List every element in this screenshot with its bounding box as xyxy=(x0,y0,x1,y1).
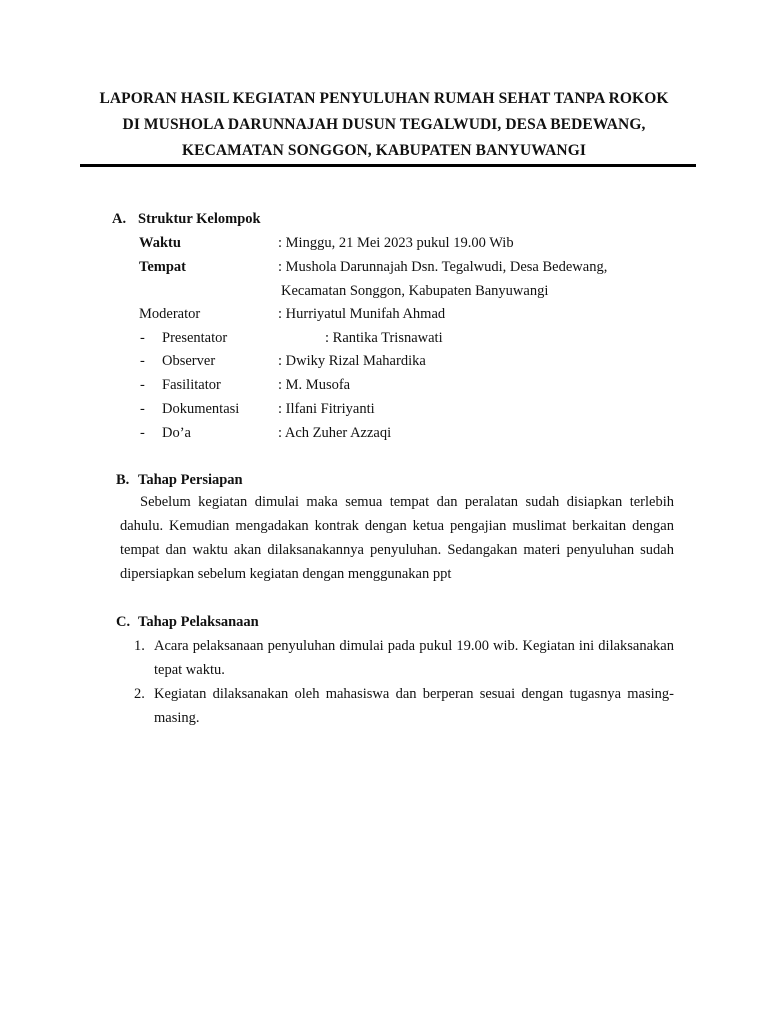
doa-value: : Ach Zuher Azzaqi xyxy=(278,425,392,441)
list-item xyxy=(134,682,674,730)
title-line-3: KECAMATAN SONGGON, KABUPATEN BANYUWANGI xyxy=(181,142,587,159)
presentator-label: Presentator xyxy=(162,330,228,346)
tempat-value-line2: Kecamatan Songgon, Kabupaten Banyuwangi xyxy=(281,283,549,299)
fasilitator-label: Fasilitator xyxy=(162,377,221,393)
list-item-text: Kegiatan dilaksanakan oleh mahasiswa dan berperan sesuai dengan tugasnya masing-masing. xyxy=(154,686,674,726)
report-title xyxy=(0,86,768,164)
fasilitator-value: : M. Musofa xyxy=(278,377,351,393)
waktu-label: Waktu xyxy=(139,235,181,251)
title-line-1: LAPORAN HASIL KEGIATAN PENYULUHAN RUMAH SEHAT TANPA ROKOK xyxy=(99,90,669,107)
title-line-2: DI MUSHOLA DARUNNAJAH DUSUN TEGALWUDI, DESA BEDEWANG, xyxy=(122,116,646,133)
section-a-title: Struktur Kelompok xyxy=(138,211,261,227)
tempat-label: Tempat xyxy=(139,259,186,275)
section-b-letter: B. xyxy=(116,472,130,488)
list-item-number: 2. xyxy=(134,686,145,702)
section-c-heading xyxy=(116,612,259,632)
observer-label: Observer xyxy=(162,353,216,369)
presentator-value: : Rantika Trisnawati xyxy=(325,330,443,346)
list-item-text: Acara pelaksanaan penyuluhan dimulai pada pukul 19.00 wib. Kegiatan ini dilaksanakan tepat waktu. xyxy=(154,638,674,678)
section-a-heading xyxy=(112,209,261,229)
dokumentasi-label: Dokumentasi xyxy=(162,401,240,417)
waktu-value: : Minggu, 21 Mei 2023 pukul 19.00 Wib xyxy=(278,235,514,251)
doa-label: Do’a xyxy=(162,425,191,441)
title-divider xyxy=(80,164,696,167)
moderator-label: Moderator xyxy=(139,306,201,322)
observer-value: : Dwiky Rizal Mahardika xyxy=(278,353,426,369)
doa-dash: - xyxy=(140,425,145,441)
dokumentasi-dash: - xyxy=(140,401,145,417)
fasilitator-dash: - xyxy=(140,377,145,393)
observer-dash: - xyxy=(140,353,145,369)
list-item xyxy=(134,634,674,682)
presentator-dash: - xyxy=(140,330,145,346)
tempat-value: : Mushola Darunnajah Dsn. Tegalwudi, Desa Bedewang, xyxy=(278,259,608,275)
section-b-heading xyxy=(116,470,243,490)
section-c-title: Tahap Pelaksanaan xyxy=(138,614,259,630)
section-a-letter: A. xyxy=(112,211,127,227)
list-item-number: 1. xyxy=(134,638,145,654)
dokumentasi-value: : Ilfani Fitriyanti xyxy=(278,401,375,417)
section-c-letter: C. xyxy=(116,614,131,630)
preparation-paragraph: Sebelum kegiatan dimulai maka semua tempat dan peralatan sudah disiapkan terlebih dahulu. Kemudian mengadakan kontrak dengan ketua pengajian muslimat berkaitan dengan tempat dan waktu akan dilaksanakannya penyuluhan. Sedangakan materi penyuluhan sudah dipersiapkan sebelum kegiatan dengan menggunakan ppt xyxy=(120,494,674,582)
moderator-value: : Hurriyatul Munifah Ahmad xyxy=(278,306,446,322)
section-b-title: Tahap Persiapan xyxy=(138,472,243,488)
